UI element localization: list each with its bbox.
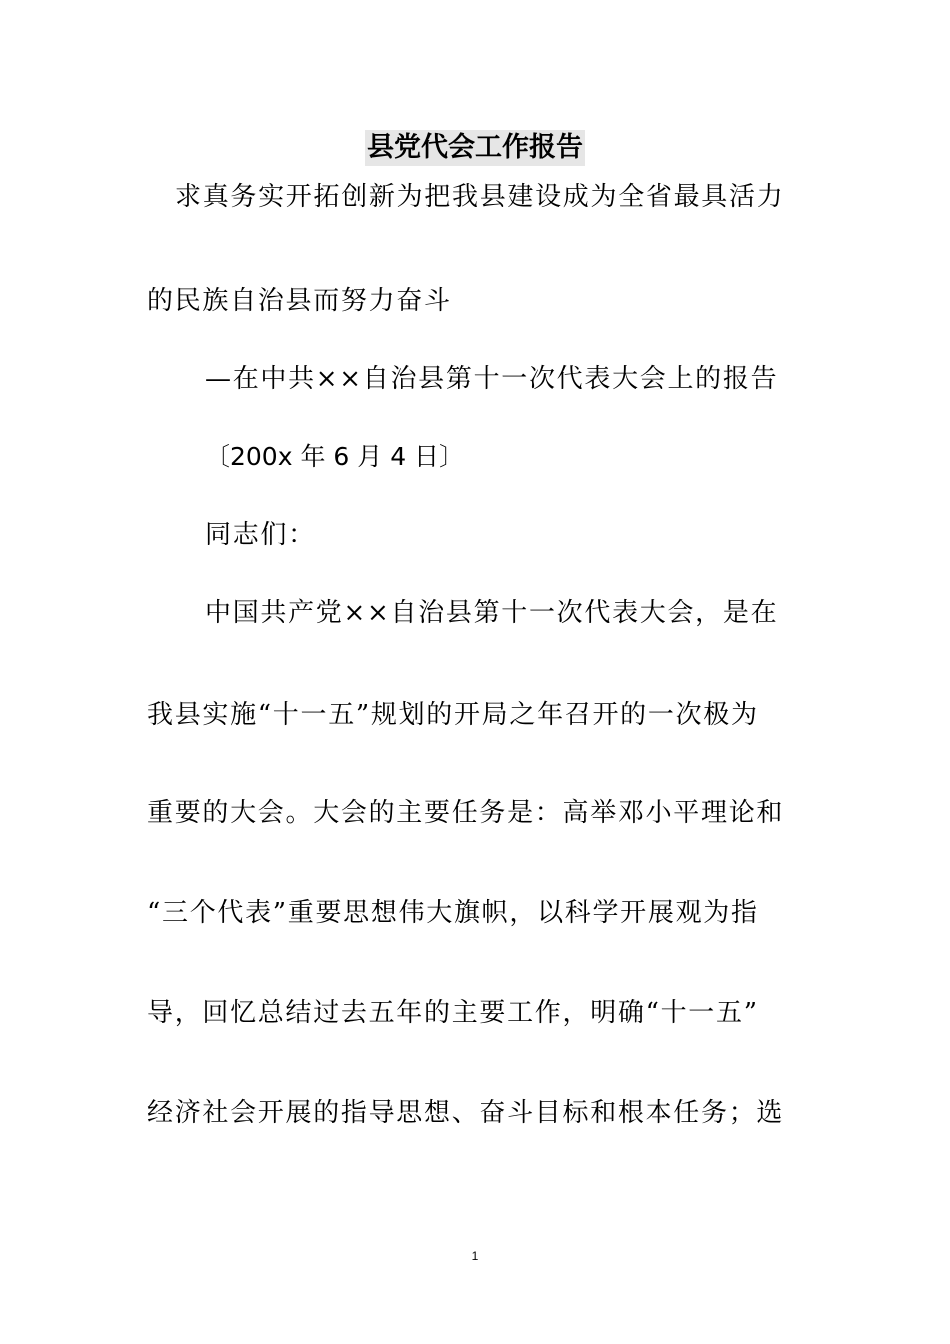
report-occasion: —在中共××自治县第十一次代表大会上的报告	[205, 364, 779, 394]
subtitle-line-2: 的民族自治县而努力奋斗	[147, 286, 452, 316]
page-number: 1	[471, 1249, 479, 1263]
body-line-6: 经济社会开展的指导思想、奋斗目标和根本任务；选	[147, 1098, 785, 1128]
report-date: 〔200x 年 6 月 4 日〕	[205, 442, 465, 471]
body-line-2: 我县实施“十一五”规划的开局之年召开的一次极为	[147, 700, 759, 730]
document-title: 县党代会工作报告	[365, 130, 585, 166]
body-line-4: “三个代表”重要思想伟大旗帜，以科学开展观为指	[147, 898, 759, 928]
subtitle-line-1: 求真务实开拓创新为把我县建设成为全省最具活力	[175, 182, 785, 212]
salutation: 同志们：	[205, 520, 316, 550]
body-line-1: 中国共产党××自治县第十一次代表大会，是在	[205, 598, 779, 628]
body-line-5: 导，回忆总结过去五年的主要工作，明确“十一五”	[147, 998, 759, 1028]
body-line-3: 重要的大会。大会的主要任务是：高举邓小平理论和	[147, 798, 785, 828]
title-container	[0, 130, 950, 166]
